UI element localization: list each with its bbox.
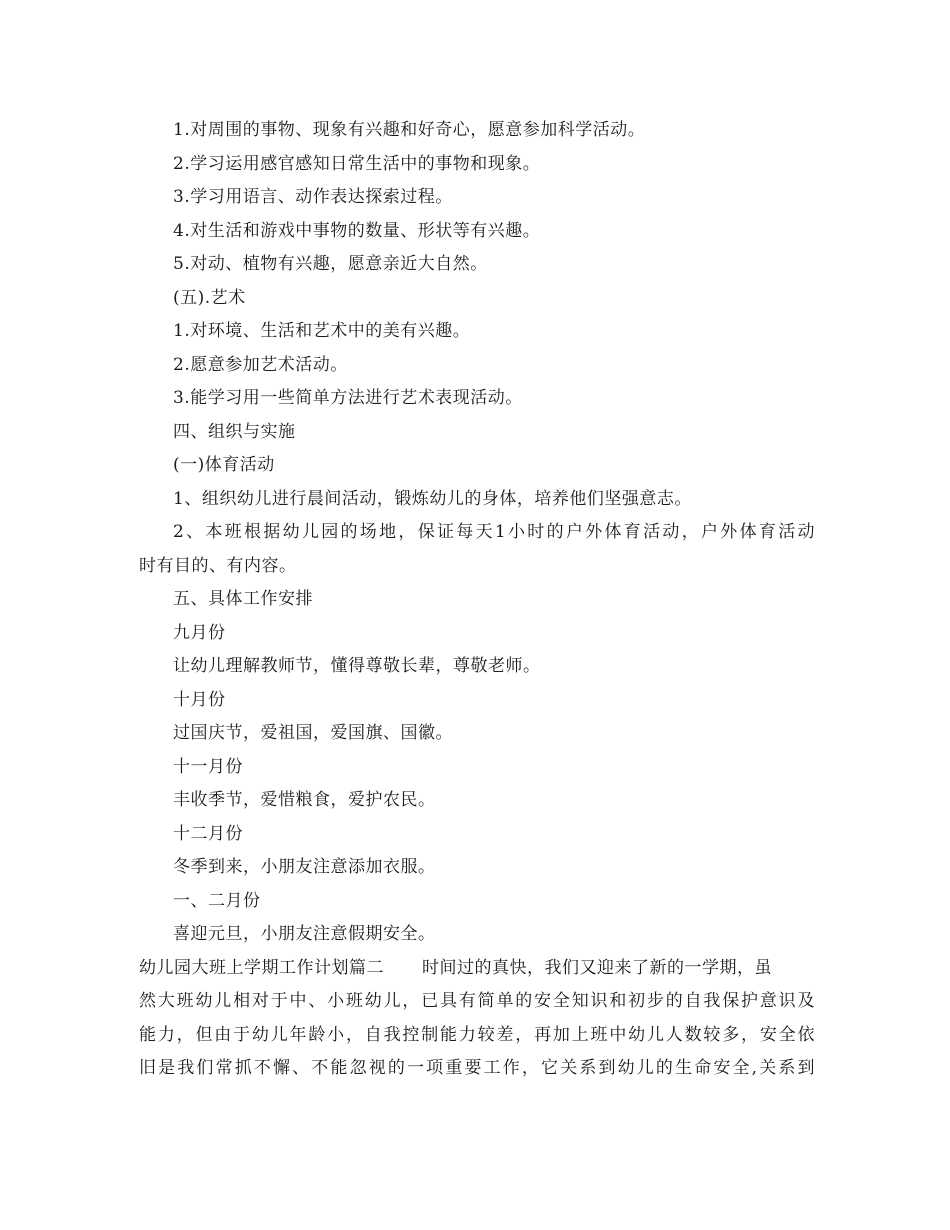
text-line: 丰收季节，爱惜粮食，爱护农民。 bbox=[173, 790, 436, 810]
month-heading: 一、二月份 bbox=[173, 890, 261, 911]
text-line: 能力，但由于幼儿年龄小，自我控制能力较差，再加上班中幼儿人数较多，安全依 bbox=[139, 1024, 815, 1045]
section-heading: 五、具体工作安排 bbox=[173, 589, 313, 609]
text-line: 3.能学习用一些简单方法进行艺术表现活动。 bbox=[173, 388, 523, 408]
text-line: 冬季到来，小朋友注意添加衣服。 bbox=[173, 857, 436, 877]
text-line: 2.愿意参加艺术活动。 bbox=[173, 354, 348, 375]
text-line: 5.对动、植物有兴趣，愿意亲近大自然。 bbox=[173, 254, 488, 274]
text-line: 3.学习用语言、动作表达探索过程。 bbox=[173, 187, 453, 207]
section-heading: (一)体育活动 bbox=[173, 455, 275, 475]
text-line: 4.对生活和游戏中事物的数量、形状等有兴趣。 bbox=[173, 220, 541, 241]
text-line: 1、组织幼儿进行晨间活动，锻炼幼儿的身体，培养他们坚强意志。 bbox=[173, 488, 692, 509]
section-title: 幼儿园大班上学期工作计划篇二 bbox=[139, 957, 384, 978]
text-line: 1.对环境、生活和艺术中的美有兴趣。 bbox=[173, 321, 471, 341]
month-heading: 十月份 bbox=[173, 689, 226, 710]
text-line: 1.对周围的事物、现象有兴趣和好奇心，愿意参加科学活动。 bbox=[173, 120, 646, 140]
text-line: 2、本班根据幼儿园的场地，保证每天1小时的户外体育活动，户外体育活动 bbox=[173, 522, 815, 542]
section-heading: 四、组织与实施 bbox=[173, 421, 296, 442]
month-heading: 十二月份 bbox=[173, 823, 243, 844]
month-heading: 九月份 bbox=[173, 622, 226, 643]
text-line: 时有目的、有内容。 bbox=[139, 555, 297, 576]
text-line: 过国庆节，爱祖国，爱国旗、国徽。 bbox=[173, 723, 453, 743]
month-heading: 十一月份 bbox=[173, 756, 243, 777]
text-line: 然大班幼儿相对于中、小班幼儿，已具有简单的安全知识和初步的自我保护意识及 bbox=[139, 991, 815, 1011]
text-line: 旧是我们常抓不懈、不能忽视的一项重要工作，它关系到幼儿的生命安全,关系到 bbox=[139, 1058, 815, 1078]
text-line: 让幼儿理解教师节，懂得尊敬长辈，尊敬老师。 bbox=[173, 656, 541, 676]
text-line: 喜迎元旦，小朋友注意假期安全。 bbox=[173, 924, 436, 944]
paragraph-start: 时间过的真快，我们又迎来了新的一学期，虽 bbox=[422, 957, 772, 978]
section-heading: (五).艺术 bbox=[173, 287, 246, 308]
document-body bbox=[139, 114, 815, 1086]
section-title-line bbox=[139, 952, 815, 986]
text-line: 2.学习运用感官感知日常生活中的事物和现象。 bbox=[173, 153, 541, 174]
